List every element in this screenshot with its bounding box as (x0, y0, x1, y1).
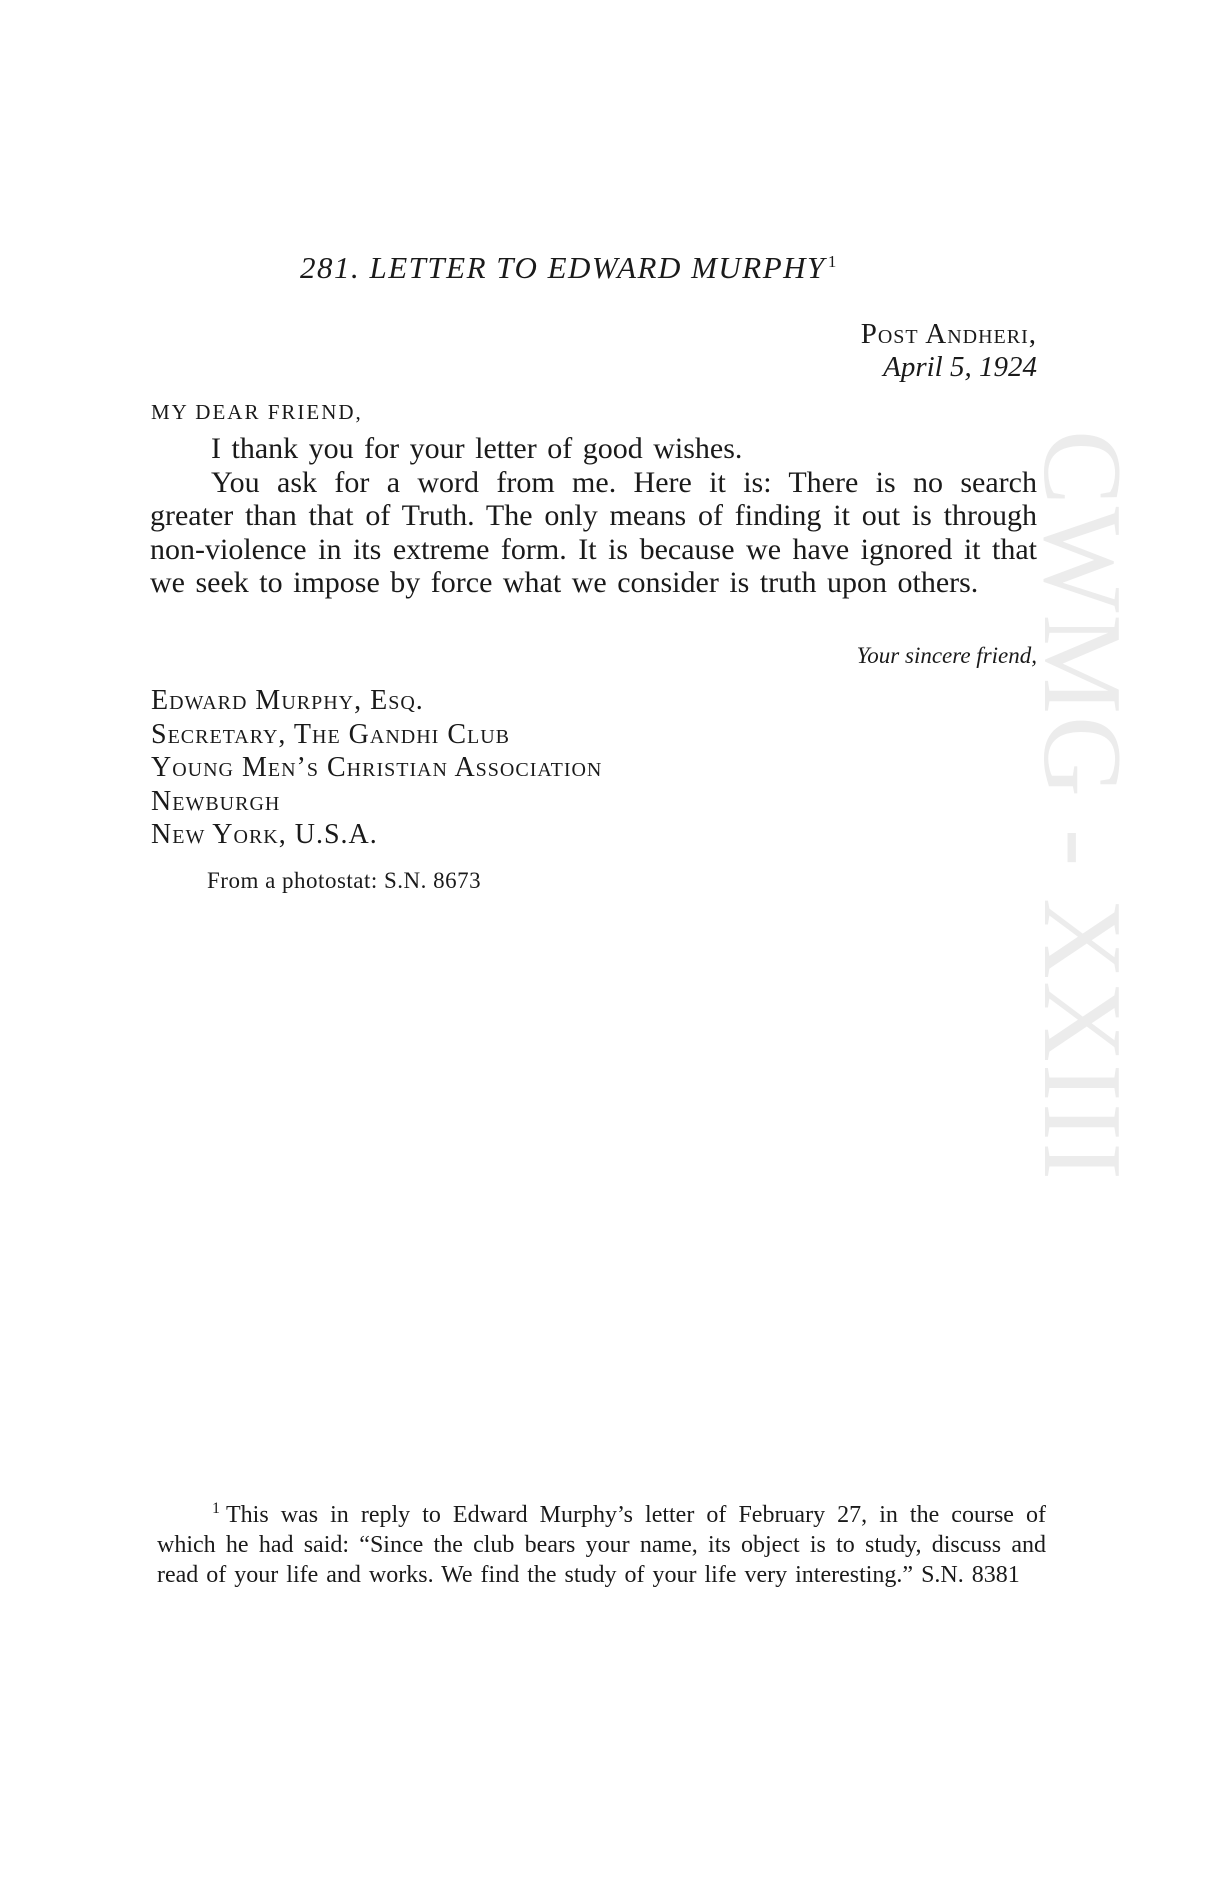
salutation: MY DEAR FRIEND, (151, 400, 363, 424)
title-footnote-mark: 1 (827, 251, 837, 271)
letter-paragraph: You ask for a word from me. Here it is: There is no search greater than that of Truth. The only means of finding it out is through non-violence in its extreme form. It is because we have ignored it that we seek to impose by force what we consider is truth upon others. (150, 465, 1037, 599)
footnote (157, 1494, 1046, 1590)
address-line: Young Men’s Christian Association (151, 752, 603, 784)
address-line: Edward Murphy, Esq. (151, 685, 424, 716)
watermark-text: CWMG - XXIII (1020, 430, 1144, 1182)
letter-title (300, 250, 836, 286)
letter-body (150, 432, 1037, 600)
recipient-address (151, 684, 602, 852)
letter-closing: Your sincere friend, (856, 643, 1037, 668)
footnote-mark: 1 (212, 1500, 220, 1517)
letter-paragraph: I thank you for your letter of good wishes. (211, 432, 743, 465)
footnote-text: This was in reply to Edward Murphy’s letter of February 27, in the course of which he had said: “Since the club bears your name, its object is to study, discuss and read of your life and works. We find the study of your life very interesting.” S.N. 8381 (157, 1502, 1046, 1588)
dateline-date: April 5, 1924 (883, 351, 1037, 383)
address-line: Secretary, The Gandhi Club (151, 718, 511, 750)
dateline-place: Post Andheri, (860, 318, 1037, 350)
watermark (1020, 430, 1144, 1450)
footnote-paragraph (157, 1494, 1046, 1590)
address-line: Newburgh (151, 785, 281, 817)
source-note: From a photostat: S.N. 8673 (207, 868, 482, 893)
letter-title-text: 281. LETTER TO EDWARD MURPHY (300, 250, 826, 285)
address-line: New York, U.S.A. (151, 819, 378, 851)
